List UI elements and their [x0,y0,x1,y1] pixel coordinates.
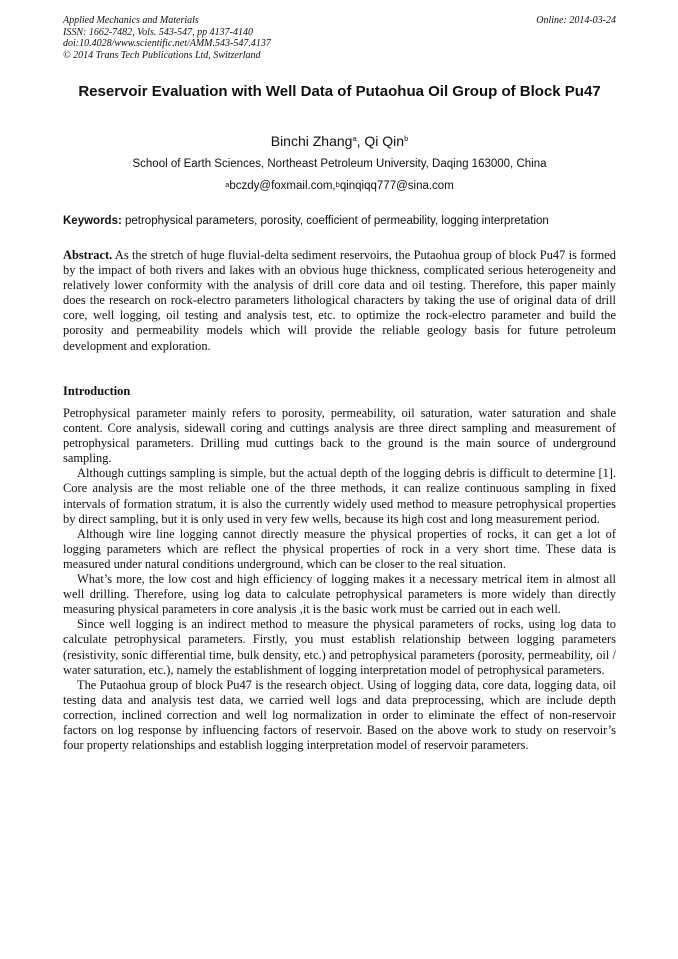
paper-title: Reservoir Evaluation with Well Data of Putaohua Oil Group of Block Pu47 [78,83,601,100]
online-date: Online: 2014-03-24 [536,15,616,26]
paragraph: Although wire line logging cannot directly measure the physical properties of rocks, it can get a lot of logging parameters which are reflect the physical properties of rock in a very short time. These data is measured under natural conditions underground, which can be closer to the real situation. [63,526,616,571]
issn-line: ISSN: 1662-7482, Vols. 543-547, pp 4137-4140 [63,26,253,38]
affiliation: School of Earth Sciences, Northeast Petroleum University, Daqing 163000, China [132,158,547,170]
abstract [63,248,616,354]
paragraph: The Putaohua group of block Pu47 is the research object. Using of logging data, core data, logging data, oil testing data and analysis test data, we carried well logs and data preprocessing, which are include depth correction, inclined correction and well log normalization in order to eliminate the effect of non-reservoir factors on log response by influencing factors of reservoir. Based on the above work to study on reservoir’s four property relationships and establish logging interpretation model of reservoir parameters. [63,677,616,753]
copyright-line: © 2014 Trans Tech Publications Ltd, Switzerland [63,49,261,61]
abstract-label: Abstract. [63,248,113,262]
email-mark: b [335,180,340,189]
doi-line: doi:10.4028/www.scientific.net/AMM.543-547.4137 [63,38,271,49]
keywords [63,214,616,229]
author-name: Binchi Zhang [270,133,353,149]
paragraph: Since well logging is an indirect method to measure the physical parameters of rocks, using log data to calculate petrophysical parameters. Firstly, you must establish relationship between logging parameters (resistivity, sonic differential time, bulk density, etc.) and petrophysical parameters (porosity, permeability, oil / water saturation, etc.), namely the establishment of logging interpretation model of petrophysical parameters. [63,617,616,677]
email-address: qinqiqq777@sina.com [339,180,454,192]
abstract-text: As the stretch of huge fluvial-delta sediment reservoirs, the Putaohua group of block Pu47 is formed by the impact of both rivers and lakes with an obvious huge thickness, complicated serious heterogeneity and relatively lower conformity with the analysis of drill core data and oil testing. Therefore, this paper mainly does the research on rock-electro parameters lithological characters by taking the use of original data of drill core, well logging, oil testing and analysis test, etc. to optimize the rock-electro parameter and build the porosity and permeability models which will provide the reliable geology basis for future petroleum development and exploration. [63,248,616,353]
keywords-label: Keywords: [63,215,122,227]
email-mark: a [225,180,230,189]
author-affil-mark: b [404,134,409,143]
author-list [63,132,616,150]
paragraph: What’s more, the low cost and high efficiency of logging makes it a necessary metrical item in almost all well drilling. Therefore, using log data to calculate petrophysical parameters is more widely than directly measuring physical parameters in core analysis ,it is the basic work must be carried out in each well. [63,572,616,617]
paragraph: Although cuttings sampling is simple, but the actual depth of the logging debris is difficult to determine [1]. Core analysis are the most reliable one of the three methods, it can realize continuous sampling in fixed intervals of formation stratum, it is also the currently widely used method to measure petrophysical properties by direct sampling, but it is only used in very few wells, because its high cost and long measurement period. [63,466,616,526]
author-name: Qi Qin [364,133,405,149]
author-affil-mark: a [352,134,357,143]
email-address: bczdy@foxmail.com, [229,180,336,192]
paragraph: Petrophysical parameter mainly refers to porosity, permeability, oil saturation, water saturation and shale content. Core analysis, sidewall coring and cuttings analysis are three direct sampling and measurement of petrophysical parameters. Drilling mud cuttings back to the ground is the main source of underground sampling. [63,406,616,466]
author-emails [63,179,616,194]
keywords-text: petrophysical parameters, porosity, coefficient of permeability, logging interpretation [121,215,549,227]
introduction-body [63,406,616,753]
journal-header [63,15,616,61]
journal-name: Applied Mechanics and Materials [63,15,199,26]
section-heading: Introduction [63,384,131,398]
author-separator: , [356,133,365,149]
